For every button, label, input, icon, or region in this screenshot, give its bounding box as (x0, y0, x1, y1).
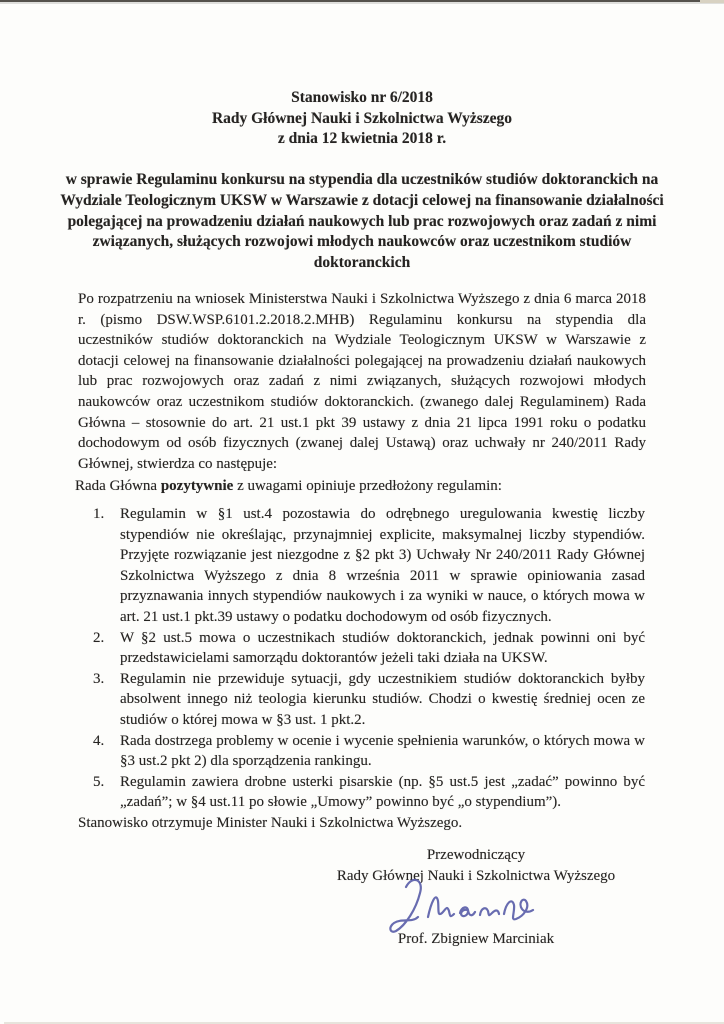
opinion-prefix: Rada Główna (75, 478, 161, 494)
signature-block (300, 845, 652, 950)
remark-item-4: Rada dostrzega problemy w ocenie i wycenie spełnienia warunków, o których mowa w §3 ust.2 pkt 2) dla sporządzenia rankingu. (120, 732, 645, 770)
heading-line-authority: Rady Głównej Nauki i Szkolnictwa Wyższego (211, 109, 513, 127)
scan-top-edge-shadow (0, 2, 724, 4)
remark-item-2: W §2 ust.5 mowa o uczestnikach studiów doktoranckich, jednak powinni oni być przedstawicielami samorządu doktorantów jeżeli taki działa na UKSW. (120, 629, 645, 667)
heading-line-date: z dnia 12 kwietnia 2018 r. (277, 130, 447, 147)
intro-paragraph: Po rozpatrzeniu na wniosek Ministerstwa Nauki i Szkolnictwa Wyższego z dnia 6 marca 2018 r. (pismo DSW.WSP.6101.2.2018.2.MHB) Regulaminu konkursu na stypendia dla uczestników studiów doktoranckich na Wydziale Teologicznym UKSW w Warszawie z dotacji celowej na finansowanie działalności polegającej na prowadzeniu działań naukowych lub prac rozwojowych oraz zadań z nimi związanych, służących rozwojowi młodych naukowców oraz uczestnikom studiów doktoranckich. (zwanego dalej Regulaminem) Rada Główna – stosownie do art. 21 ust.1 pkt 39 ustawy z dnia 21 lipca 1991 roku o podatku dochodowym od osób fizycznych (zwanej dalej Ustawą) oraz uchwały nr 240/2011 Rady Głównej, stwierdza co następuje: (78, 291, 646, 472)
remark-item-3: Regulamin nie przewiduje sytuacji, gdy uczestnikiem studiów doktoranckich byłby absolwent innego niż teologia kierunku studiów. Chodzi o kwestię średniej ocen ze studiów o której mowa w §3 ust. 1 pkt.2. (120, 670, 645, 728)
signatory-name: Prof. Zbigniew Marciniak (397, 931, 555, 947)
document-heading (0, 88, 724, 150)
closing-statement: Stanowisko otrzymuje Minister Nauki i Szkolnictwa Wyższego. (78, 815, 463, 831)
signatory-role-line-2: Rady Głównej Nauki i Szkolnictwa Wyższego (336, 867, 616, 884)
remark-item-5: Regulamin zawiera drobne usterki pisarskie (np. §5 ust.5 jest „zadać” powinno być „zadań”; w §4 ust.11 po słowie „Umowy” powinno być „o stypendium”). (120, 773, 645, 811)
remarks-list (78, 504, 645, 813)
document-subject: w sprawie Regulaminu konkursu na stypendia dla uczestników studiów doktoranckich na Wydziale Teologicznym UKSW w Warszawie z dotacji celowej na finansowanie działalności polegającej na prowadzeniu działań naukowych lub prac rozwojowych oraz zadań z nimi związanych, służących rozwojowi młodych naukowców oraz uczestnikom studiów doktoranckich (60, 171, 664, 272)
opinion-statement (75, 476, 646, 497)
signatory-role-line-1: Przewodniczący (426, 847, 526, 863)
opinion-suffix: z uwagami opiniuje przedłożony regulamin: (233, 478, 502, 494)
scan-top-right-notch (700, 0, 724, 3)
heading-line-number: Stanowisko nr 6/2018 (291, 89, 433, 106)
opinion-emphasis: pozytywnie (160, 478, 234, 494)
signature-stroke (390, 880, 533, 932)
remarks-section (78, 504, 645, 813)
remark-item-1: Regulamin w §1 ust.4 pozostawia do odrębnego uregulowania kwestię liczby stypendiów nie określając, przynajmniej explicite, maksymalnej liczby stypendiów. Przyjęte rozwiązanie jest niezgodne z §2 pkt 3) Uchwały Nr 240/2011 Rady Głównej Szkolnictwa Wyższego z dnia 8 września 2011 w sprawie opiniowania zasad przyznawania innych stypendiów naukowych i za wyniki w nauce, o których mowa w art. 21 ust.1 pkt.39 ustawy o podatku dochodowym od osób fizycznych. (120, 506, 645, 625)
